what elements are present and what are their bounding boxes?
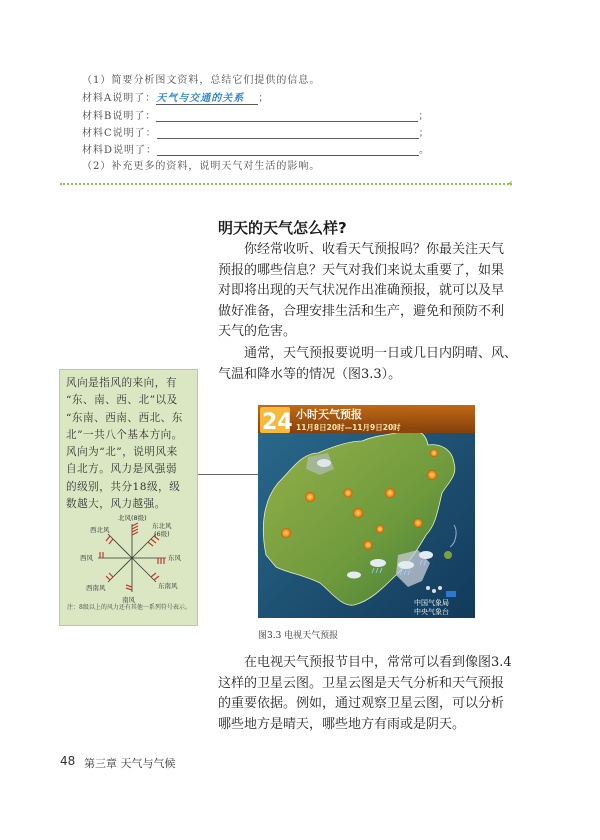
- paragraph-line: 做好准备，合理安排生活和生产，避免和预防不利: [218, 303, 505, 319]
- compass-west-label: 西风: [80, 554, 93, 562]
- compass-southwest-line: [108, 558, 132, 582]
- wind-info-text: [66, 375, 194, 513]
- sidebox-line: “东、南、西、北”以及: [66, 394, 178, 407]
- cloud-icon: [398, 561, 414, 569]
- wind-compass-diagram: [60, 512, 198, 604]
- cma-logo-icon: [446, 591, 456, 597]
- callout-connector-line: [198, 474, 258, 475]
- exercise-q1: （1）简要分析图文资料，总结它们提供的信息。: [82, 75, 321, 86]
- exercise-material-d: [82, 141, 430, 156]
- material-d-end: 。: [419, 145, 431, 156]
- header-dates: 11月8日20时—11月9日20时: [296, 423, 401, 432]
- header-title: 小时天气预报: [296, 408, 362, 421]
- compass-northwest-line: [108, 534, 132, 558]
- material-a-handwritten-answer: 天气与交通的关系: [156, 93, 258, 105]
- paragraph-1: [218, 240, 518, 343]
- page-number: 48: [60, 754, 76, 768]
- sun-icon: [364, 541, 373, 550]
- sidebox-line: 数越大，风力越强。: [66, 498, 166, 511]
- divider-arrow-icon: ‹: [508, 176, 513, 190]
- compass-northeast-label: 东北风: [152, 522, 172, 530]
- exercise-q2: （2）补充更多的资料，说明天气对生活的影响。: [82, 161, 321, 172]
- logo-line-2: 中央气象台: [414, 608, 449, 616]
- sun-icon: [281, 528, 291, 538]
- compass-note: 注：8级以上的风力还有其他一系列符号表示。: [67, 604, 191, 611]
- cloud-icon: [347, 572, 361, 579]
- paragraph-line: 你经常收听、收看天气预报吗？你最关注天气: [244, 242, 505, 257]
- exercise-material-b: [82, 107, 429, 122]
- material-a-end: ；: [258, 93, 270, 104]
- paragraph-3: [218, 653, 518, 735]
- paragraph-line: 预报的哪些信息？天气对我们来说太重要了，如果: [218, 262, 505, 278]
- compass-south-label: 南风: [122, 596, 135, 604]
- paragraph-2: [218, 344, 518, 385]
- header-number: 24: [262, 410, 293, 435]
- section-divider: [60, 183, 512, 185]
- sun-icon: [414, 519, 423, 528]
- tv-weather-forecast-image: [258, 405, 475, 618]
- material-a-label: 材料A说明了：: [82, 93, 157, 104]
- sun-icon: [305, 492, 315, 502]
- material-c-label: 材料C说明了：: [82, 128, 157, 139]
- paragraph-line: 的重要依据。例如，通过观察卫星云图，可以分析: [218, 696, 505, 712]
- paragraph-line: 对即将出现的天气状况作出准确预报，就可以及早: [218, 283, 505, 299]
- material-c-answer-line[interactable]: [157, 128, 419, 139]
- paragraph-line: 哪些地方是晴天，哪些地方有雨或是阴天。: [218, 716, 466, 732]
- sidebox-line: 自北方。风力是风强弱: [66, 463, 177, 476]
- sun-icon: [427, 470, 437, 480]
- compass-north-label: 北风(8级): [118, 514, 147, 522]
- compass-southeast-line: [132, 558, 156, 582]
- material-b-end: ；: [418, 111, 430, 122]
- chapter-title: 第三章 天气与气候: [84, 757, 176, 770]
- exercise-material-a: [82, 89, 269, 104]
- paragraph-line: 气温和降水等的情况（图3.3）。: [218, 366, 402, 382]
- material-d-label: 材料D说明了：: [82, 145, 158, 156]
- compass-northeast-sub-label: (6级): [154, 530, 170, 538]
- compass-southeast-label: 东南风: [158, 582, 178, 590]
- sidebox-line: 的级别，共分18级，级: [66, 480, 181, 493]
- sun-icon: [353, 508, 363, 518]
- compass-southwest-label: 西南风: [86, 584, 106, 592]
- paragraph-line: 天气的危害。: [218, 324, 297, 340]
- sun-icon: [430, 449, 438, 457]
- paragraph-line: 通常，天气预报要说明一日或几日内阴晴、风、: [244, 346, 518, 361]
- section-title: 明天的天气怎么样?: [218, 219, 347, 237]
- figure-caption: 图3.3 电视天气预报: [258, 631, 339, 641]
- material-d-answer-line[interactable]: [157, 145, 419, 156]
- compass-northwest-label: 西北风: [90, 526, 110, 534]
- material-b-answer-line[interactable]: [156, 111, 418, 122]
- sidebox-line: 风向为“北”，说明风来: [66, 446, 178, 459]
- paragraph-line: 在电视天气预报节目中，常常可以看到像图3.4: [244, 655, 512, 670]
- cloud-icon: [370, 559, 386, 567]
- paragraph-line: 这样的卫星云图。卫星云图是天气分析和天气预报: [218, 675, 505, 691]
- compass-east-label: 东风: [168, 554, 181, 562]
- sun-icon: [344, 489, 353, 498]
- material-c-end: ；: [418, 128, 430, 139]
- sidebox-line: “东南、西南、西北、东: [66, 411, 183, 424]
- exercise-material-c: [82, 124, 430, 139]
- sidebox-line: 北”一共八个基本方向。: [66, 428, 183, 441]
- sun-icon: [385, 488, 395, 498]
- logo-line-1: 中国气象局: [414, 599, 449, 607]
- material-b-label: 材料B说明了：: [82, 111, 157, 122]
- sidebox-line: 风向是指风的来向，有: [66, 377, 177, 389]
- cloud-icon: [317, 459, 331, 467]
- sun-icon: [376, 525, 384, 533]
- map-taiwan: [444, 551, 452, 559]
- cloud-icon: [419, 551, 433, 559]
